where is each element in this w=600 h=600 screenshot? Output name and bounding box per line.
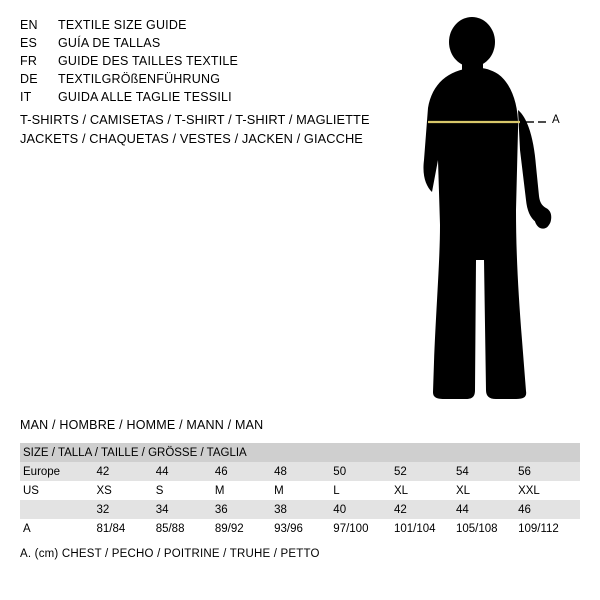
- cell-value: 81/84: [96, 519, 155, 538]
- table-title-man: MAN / HOMBRE / HOMME / MANN / MAN: [20, 418, 264, 432]
- man-silhouette-icon: [400, 10, 590, 410]
- cell-value: XL: [456, 481, 518, 500]
- language-code: EN: [20, 18, 38, 32]
- cell-value: 40: [333, 500, 394, 519]
- cell-value: 32: [96, 500, 155, 519]
- cell-value: 44: [156, 462, 215, 481]
- row-label: Europe: [20, 462, 96, 481]
- table-row: [20, 481, 580, 500]
- cell-value: 101/104: [394, 519, 456, 538]
- language-code: FR: [20, 54, 38, 68]
- row-label: US: [20, 481, 96, 500]
- cell-value: 36: [215, 500, 274, 519]
- language-row: [20, 16, 380, 34]
- category-line-tshirts: T-SHIRTS / CAMISETAS / T-SHIRT / T-SHIRT / MAGLIETTE: [20, 112, 370, 127]
- language-code: ES: [20, 36, 38, 50]
- cell-value: 46: [518, 500, 580, 519]
- cell-value: 38: [274, 500, 333, 519]
- cell-value: 52: [394, 462, 456, 481]
- language-code: DE: [20, 72, 38, 86]
- language-row: [20, 88, 380, 106]
- language-row: [20, 34, 380, 52]
- cell-value: XXL: [518, 481, 580, 500]
- cell-value: 48: [274, 462, 333, 481]
- language-text: GUÍA DE TALLAS: [58, 36, 161, 50]
- cell-value: 46: [215, 462, 274, 481]
- table-row: [20, 462, 580, 481]
- row-label: [20, 500, 96, 519]
- table-row: [20, 519, 580, 538]
- measure-label-a: A: [552, 114, 561, 126]
- cell-value: M: [215, 481, 274, 500]
- cell-value: 85/88: [156, 519, 215, 538]
- cell-value: 105/108: [456, 519, 518, 538]
- cell-value: 50: [333, 462, 394, 481]
- category-line-jackets: JACKETS / CHAQUETAS / VESTES / JACKEN / GIACCHE: [20, 131, 363, 146]
- language-row: [20, 52, 380, 70]
- cell-value: 109/112: [518, 519, 580, 538]
- cell-value: 89/92: [215, 519, 274, 538]
- cell-value: 93/96: [274, 519, 333, 538]
- table-footnote: A. (cm) CHEST / PECHO / POITRINE / TRUHE / PETTO: [20, 548, 320, 560]
- cell-value: 42: [394, 500, 456, 519]
- body-silhouette-figure: [400, 10, 590, 410]
- language-text: GUIDE DES TAILLES TEXTILE: [58, 54, 239, 68]
- language-row: [20, 70, 380, 88]
- cell-value: 44: [456, 500, 518, 519]
- cell-value: XL: [394, 481, 456, 500]
- cell-value: 54: [456, 462, 518, 481]
- cell-value: L: [333, 481, 394, 500]
- cell-value: 42: [96, 462, 155, 481]
- cell-value: S: [156, 481, 215, 500]
- language-text: GUIDA ALLE TAGLIE TESSILI: [58, 90, 232, 104]
- size-table: [20, 443, 580, 538]
- cell-value: 97/100: [333, 519, 394, 538]
- language-text: TEXTILE SIZE GUIDE: [58, 18, 187, 32]
- language-code: IT: [20, 90, 32, 104]
- language-header-block: [20, 16, 380, 106]
- table-row: [20, 500, 580, 519]
- category-block: [20, 110, 440, 148]
- cell-value: 56: [518, 462, 580, 481]
- table-header-row: [20, 443, 580, 462]
- cell-value: 34: [156, 500, 215, 519]
- language-text: TEXTILGRÖßENFÜHRUNG: [58, 72, 221, 86]
- cell-value: M: [274, 481, 333, 500]
- row-label: A: [20, 519, 96, 538]
- cell-value: XS: [96, 481, 155, 500]
- table-header-label: SIZE / TALLA / TAILLE / GRÖSSE / TAGLIA: [20, 443, 580, 462]
